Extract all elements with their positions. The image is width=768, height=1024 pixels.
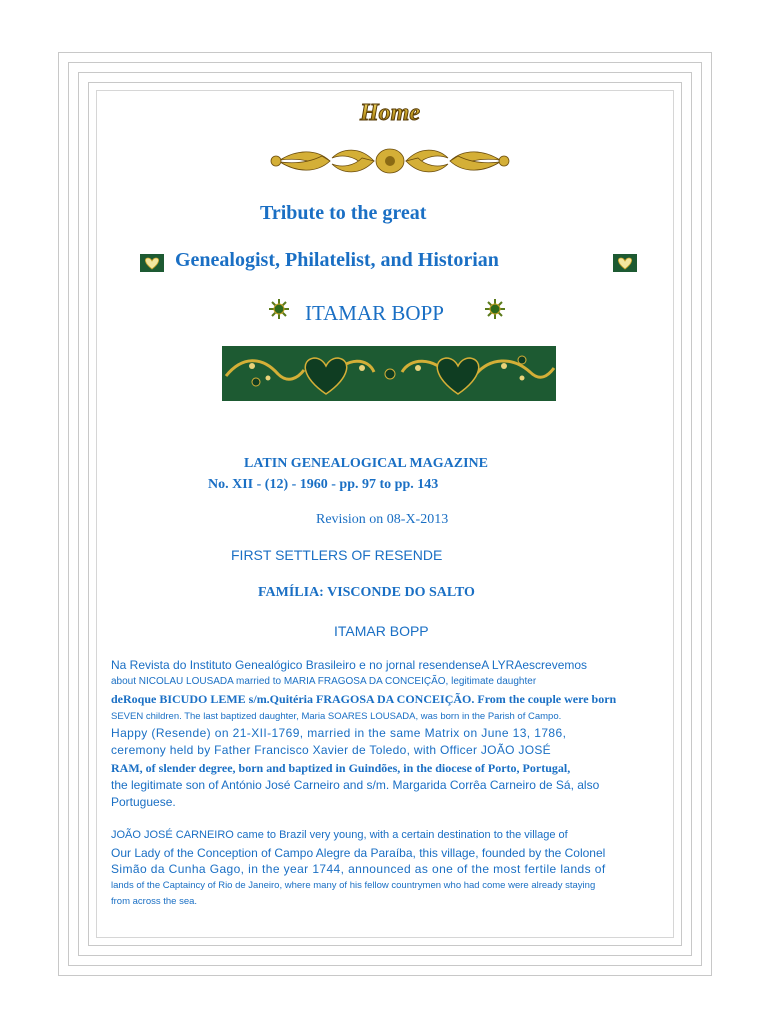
paragraph-line: SEVEN children. The last baptized daughter, Maria SOARES LOUSADA, was born in the Parish of Campo. (111, 711, 562, 722)
heart-icon-right (613, 254, 637, 272)
tribute-heading: Tribute to the great (260, 202, 427, 224)
magazine-title: LATIN GENEALOGICAL MAGAZINE (244, 456, 489, 471)
revision-date: Revision on 08-X-2013 (316, 512, 449, 527)
paragraph-line: Our Lady of the Conception of Campo Alegre da Paraíba, this village, founded by the Colonel (111, 846, 606, 860)
paragraph-line: Portuguese. (111, 795, 176, 809)
green-heart-banner (222, 346, 556, 401)
paragraph-line: Happy (Resende) on 21-XII-1769, married in the same Matrix on June 13, 1786, (111, 726, 567, 740)
paragraph-line: lands of the Captaincy of Rio de Janeiro, where many of his fellow countrymen who had come were already staying (111, 880, 596, 891)
home-link-text[interactable]: Home (360, 100, 420, 126)
leaf-ornament-icon-left (266, 297, 292, 321)
paragraph-line: about NICOLAU LOUSADA married to MARIA FRAGOSA DA CONCEIÇÃO, legitimate daughter (111, 676, 537, 687)
roles-heading: Genealogist, Philatelist, and Historian (175, 249, 499, 271)
paragraph-line: Simão da Cunha Gago, in the year 1744, announced as one of the most fertile lands of (111, 862, 606, 876)
paragraph-line: RAM, of slender degree, born and baptized in Guindões, in the diocese of Porto, Portugal, (111, 761, 571, 775)
family-heading: FAMÍLIA: VISCONDE DO SALTO (258, 585, 475, 600)
paragraph-line: ceremony held by Father Francisco Xavier de Toledo, with Officer JOÃO JOSÉ (111, 743, 551, 757)
paragraph-line: from across the sea. (111, 896, 198, 907)
heart-icon-left (140, 254, 164, 272)
gold-ornament-divider (270, 142, 510, 180)
paragraph-line: the legitimate son of António José Carneiro and s/m. Margarida Corrêa Carneiro de Sá, also (111, 778, 600, 792)
leaf-ornament-icon-right (482, 297, 508, 321)
paragraph-line: deRoque BICUDO LEME s/m.Quitéria FRAGOSA DA CONCEIÇÃO. From the couple were born (111, 692, 617, 706)
paragraph-line: JOÃO JOSÉ CARNEIRO came to Brazil very young, with a certain destination to the village of (111, 829, 568, 841)
article-author: ITAMAR BOPP (334, 623, 429, 639)
article-heading: FIRST SETTLERS OF RESENDE (231, 547, 443, 563)
honoree-name: ITAMAR BOPP (305, 301, 444, 325)
magazine-issue: No. XII - (12) - 1960 - pp. 97 to pp. 143 (208, 477, 439, 492)
paragraph-line: Na Revista do Instituto Genealógico Brasileiro e no jornal resendenseA LYRAescrevemos (111, 658, 588, 672)
home-link-logo[interactable] (345, 94, 435, 128)
